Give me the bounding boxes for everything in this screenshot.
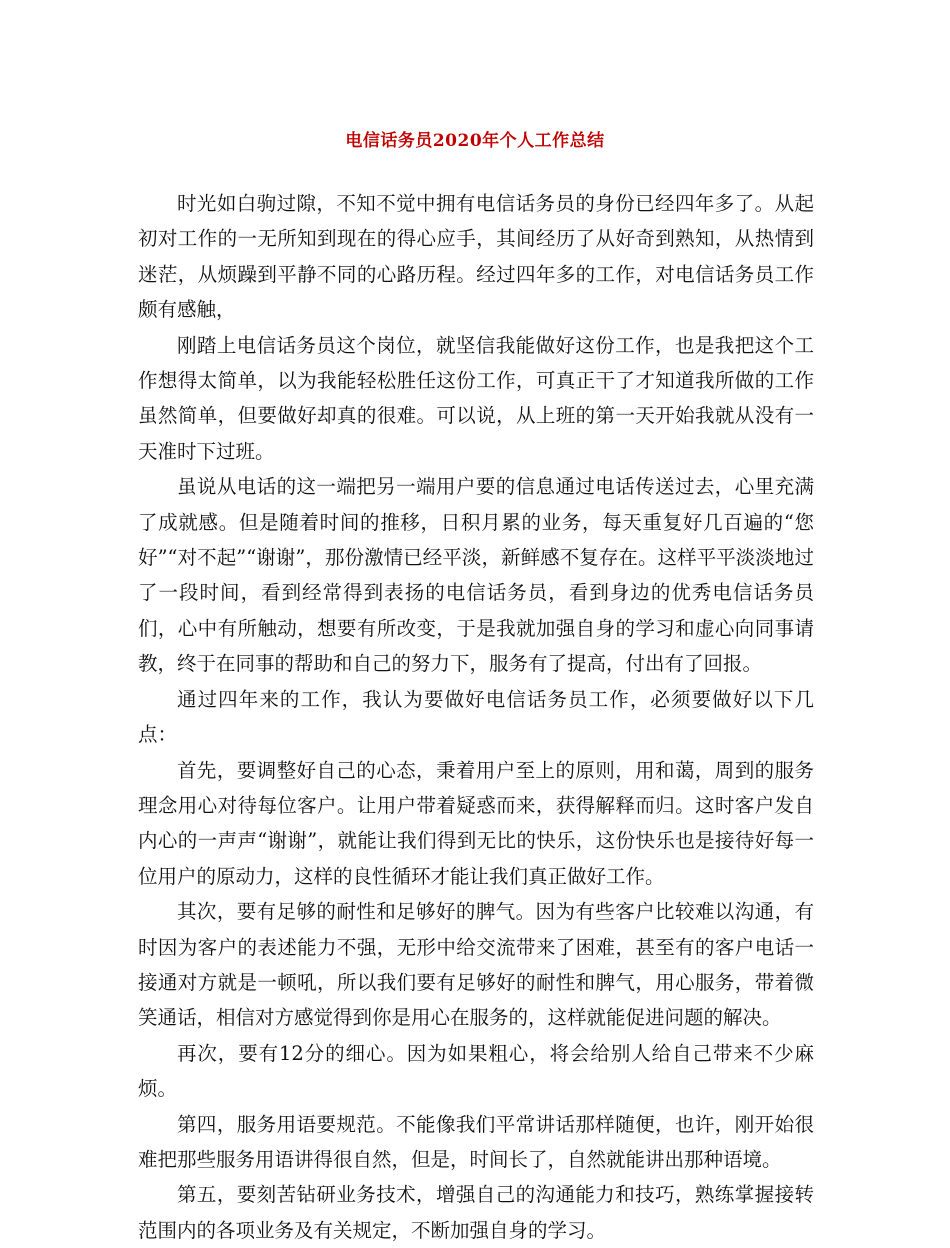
document-title: 电信话务员2020年个人工作总结 [345, 131, 605, 151]
paragraph-8: 第四，服务用语要规范。不能像我们平常讲话那样随便，也许，刚开始很难把那些服务用语讲得很自然，但是，时间长了，自然就能讲出那种语境。 [138, 1112, 814, 1171]
paragraph-9: 第五，要刻苦钻研业务技术，增强自己的沟通能力和技巧，熟练掌握接转范围内的各项业务及有关规定，不断加强自身的学习。 [138, 1183, 814, 1242]
paragraph-7: 再次，要有12分的细心。因为如果粗心，将会给别人给自己带来不少麻烦。 [138, 1041, 814, 1101]
paragraph-2: 刚踏上电信话务员这个岗位，就坚信我能做好这份工作，也是我把这个工作想得太简单，以为我能轻松胜任这份工作，可真正干了才知道我所做的工作虽然简单，但要做好却真的很难。可以说，从上班的第一天开始我就从没有一天准时下过班。 [138, 333, 814, 463]
paragraph-1: 时光如白驹过隙，不知不觉中拥有电信话务员的身份已经四年多了。从起初对工作的一无所知到现在的得心应手，其间经历了从好奇到熟知，从热情到迷茫，从烦躁到平静不同的心路历程。经过四年多的工作，对电信话务员工作颇有感触， [138, 192, 814, 322]
paragraph-4: 通过四年来的工作，我认为要做好电信话务员工作，必须要做好以下几点： [138, 687, 814, 747]
paragraph-3: 虽说从电话的这一端把另一端用户要的信息通过电话传送过去，心里充满了成就感。但是随着时间的推移，日积月累的业务，每天重复好几百遍的“您好”“对不起”“谢谢”，那份激情已经平淡，新鲜感不复存在。这样平平淡淡地过了一段时间，看到经常得到表扬的电信话务员，看到身边的优秀电信话务员们，心中有所触动，想要有所改变，于是我就加强自身的学习和虚心向同事请教，终于在同事的帮助和自己的努力下，服务有了提高，付出有了回报。 [138, 475, 814, 676]
document-body [138, 186, 814, 1248]
paragraph-5: 首先，要调整好自己的心态，秉着用户至上的原则，用和蔼，周到的服务理念用心对待每位客户。让用户带着疑惑而来，获得解释而归。这时客户发自内心的一声声“谢谢”，就能让我们得到无比的快乐，这份快乐也是接待好每一位用户的原动力，这样的良性循环才能让我们真正做好工作。 [138, 758, 814, 888]
paragraph-6: 其次，要有足够的耐性和足够好的脾气。因为有些客户比较难以沟通，有时因为客户的表述能力不强，无形中给交流带来了困难，甚至有的客户电话一接通对方就是一顿吼，所以我们要有足够好的耐性和脾气，用心服务，带着微笑通话，相信对方感觉得到你是用心在服务的，这样就能促进问题的解决。 [138, 900, 814, 1030]
